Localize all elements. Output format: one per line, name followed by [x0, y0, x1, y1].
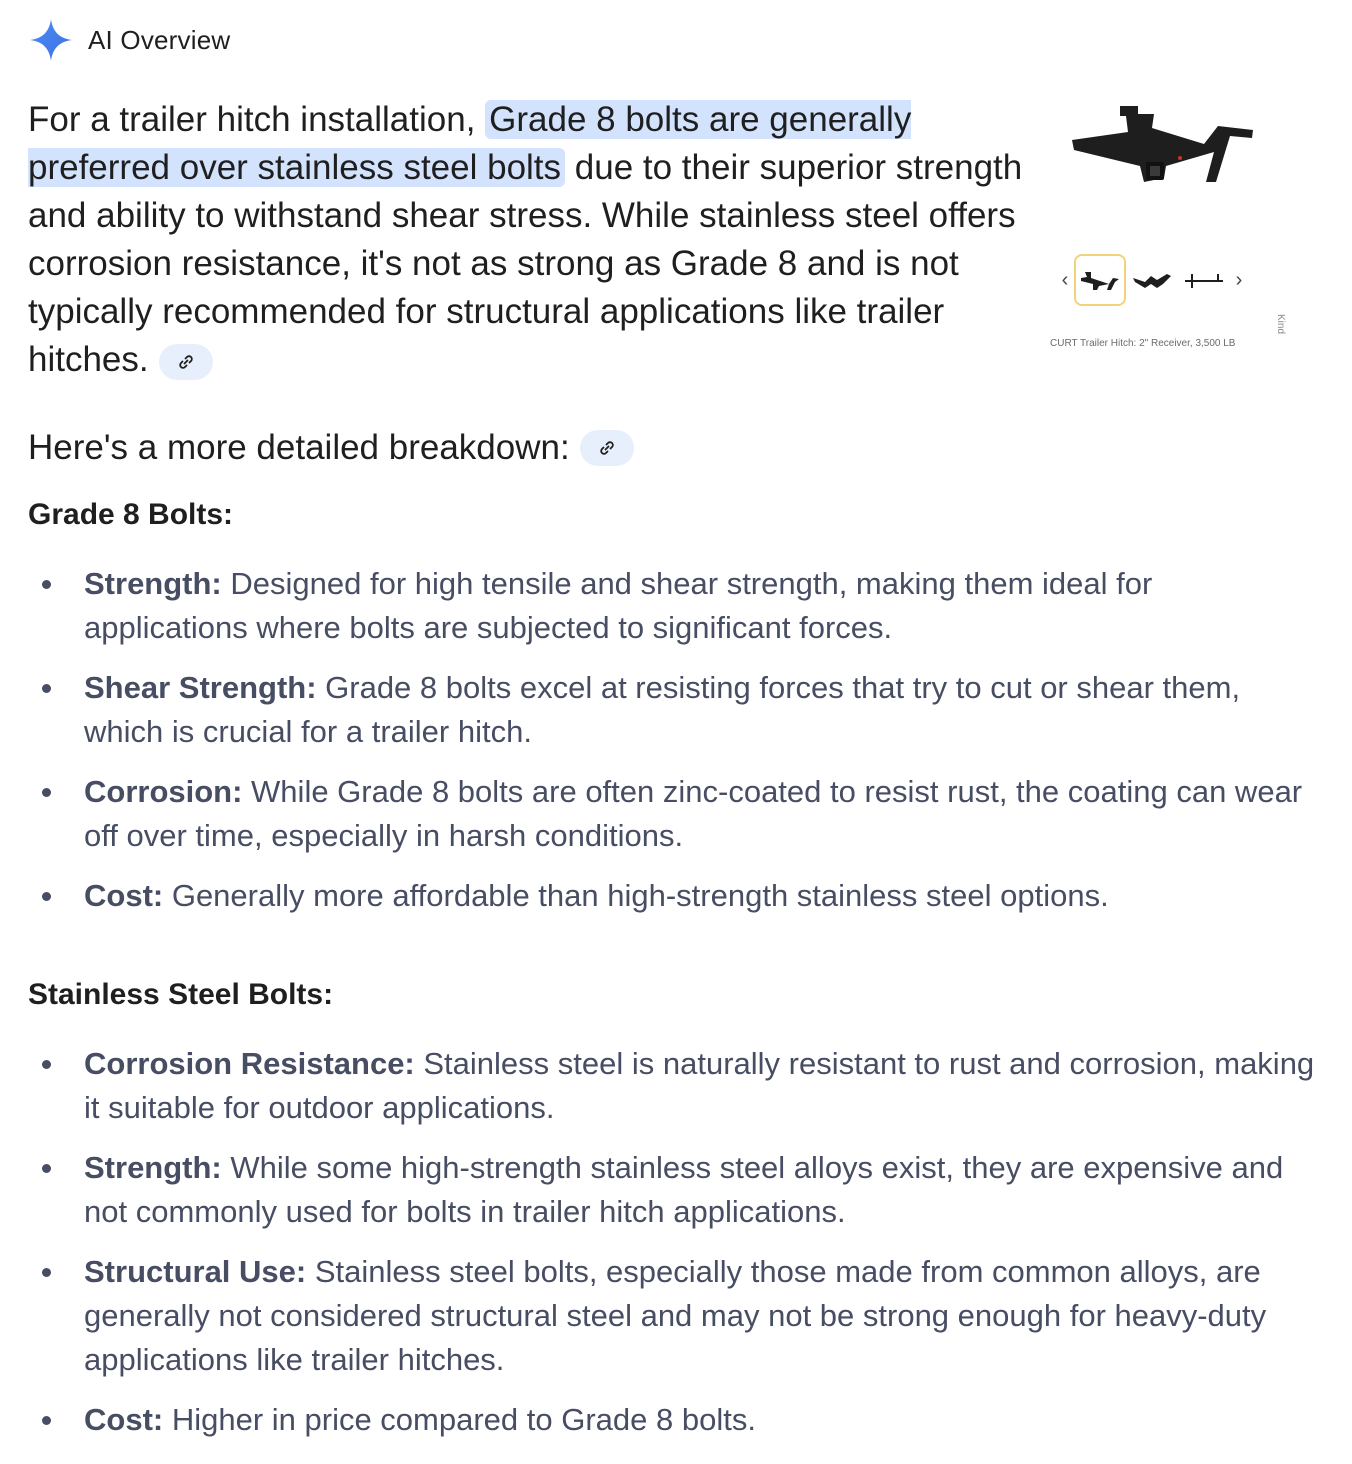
- intro-highlight[interactable]: Grade 8 bolts are generally preferred over stainless steel bolts: [28, 100, 912, 187]
- breakdown-source-link-button[interactable]: [580, 430, 634, 466]
- image-caption[interactable]: CURT Trailer Hitch: 2" Receiver, 3,500 LB: [1050, 338, 1236, 349]
- source-link-button[interactable]: [159, 344, 213, 380]
- item-label: Strength:: [84, 566, 222, 601]
- image-side-mark: Kind: [1275, 314, 1286, 335]
- carousel-next-button[interactable]: ›: [1235, 268, 1243, 291]
- ai-overview-header: [28, 18, 230, 62]
- carousel-prev-button[interactable]: ‹: [1061, 268, 1069, 291]
- list-item: [28, 770, 1318, 858]
- item-text: Designed for high tensile and shear strength, making them ideal for applications where bolts are subjected to significant forces.: [84, 566, 1153, 645]
- item-text: Stainless steel is naturally resistant to rust and corrosion, making it suitable for outdoor applications.: [84, 1046, 1315, 1125]
- grade8-list: [28, 562, 1318, 934]
- list-item: [28, 562, 1318, 650]
- grade8-section-title: Grade 8 Bolts:: [28, 498, 234, 531]
- item-text: Generally more affordable than high-strength stainless steel options.: [163, 878, 1109, 913]
- item-text: Higher in price compared to Grade 8 bolts.: [163, 1402, 756, 1437]
- list-item: [28, 1146, 1318, 1234]
- item-text: While Grade 8 bolts are often zinc-coated to resist rust, the coating can wear off over time, especially in harsh conditions.: [84, 774, 1303, 853]
- intro-paragraph: [28, 96, 1028, 384]
- intro-post: due to their superior strength and ability to withstand shear stress. While stainless steel offers corrosion resistance, it's not as strong as Grade 8 and is not typically recommended for structural applications like trailer hitches.: [28, 148, 1023, 379]
- list-item: [28, 1042, 1318, 1130]
- thumbnail-1[interactable]: [1076, 256, 1124, 304]
- trailer-hitch-image[interactable]: [1068, 96, 1258, 196]
- link-icon: [597, 438, 617, 458]
- thumbnail-strip: [1056, 252, 1280, 308]
- link-icon: [176, 352, 196, 372]
- list-item: [28, 1250, 1318, 1382]
- list-item: [28, 1398, 1318, 1442]
- item-label: Structural Use:: [84, 1254, 307, 1289]
- list-item: [28, 666, 1318, 754]
- item-text: Stainless steel bolts, especially those made from common alloys, are generally not considered structural steel and may not be strong enough for heavy-duty applications like trailer hitches.: [84, 1254, 1267, 1377]
- item-label: Cost:: [84, 878, 164, 913]
- hitch-thumbnail-icon: [1131, 268, 1173, 292]
- stainless-list: [28, 1042, 1318, 1458]
- hitch-thumbnail-icon: [1183, 268, 1225, 292]
- item-label: Corrosion Resistance:: [84, 1046, 415, 1081]
- item-label: Strength:: [84, 1150, 222, 1185]
- item-text: While some high-strength stainless steel alloys exist, they are expensive and not commonly used for bolts in trailer hitch applications.: [84, 1150, 1284, 1229]
- thumbnail-2[interactable]: [1128, 256, 1176, 304]
- breakdown-heading: [28, 428, 634, 468]
- item-label: Cost:: [84, 1402, 164, 1437]
- intro-pre: For a trailer hitch installation,: [28, 100, 486, 139]
- product-image-carousel[interactable]: [1048, 92, 1288, 362]
- hitch-thumbnail-icon: [1079, 268, 1121, 292]
- stainless-section-title: Stainless Steel Bolts:: [28, 978, 334, 1011]
- breakdown-heading-text: Here's a more detailed breakdown:: [28, 428, 570, 467]
- thumbnail-3[interactable]: [1180, 256, 1228, 304]
- header-title: AI Overview: [88, 24, 231, 55]
- list-item: [28, 874, 1318, 918]
- item-text: Grade 8 bolts excel at resisting forces that try to cut or shear them, which is crucial for a trailer hitch.: [84, 670, 1241, 749]
- sparkle-icon: [28, 17, 74, 63]
- item-label: Corrosion:: [84, 774, 243, 809]
- item-label: Shear Strength:: [84, 670, 317, 705]
